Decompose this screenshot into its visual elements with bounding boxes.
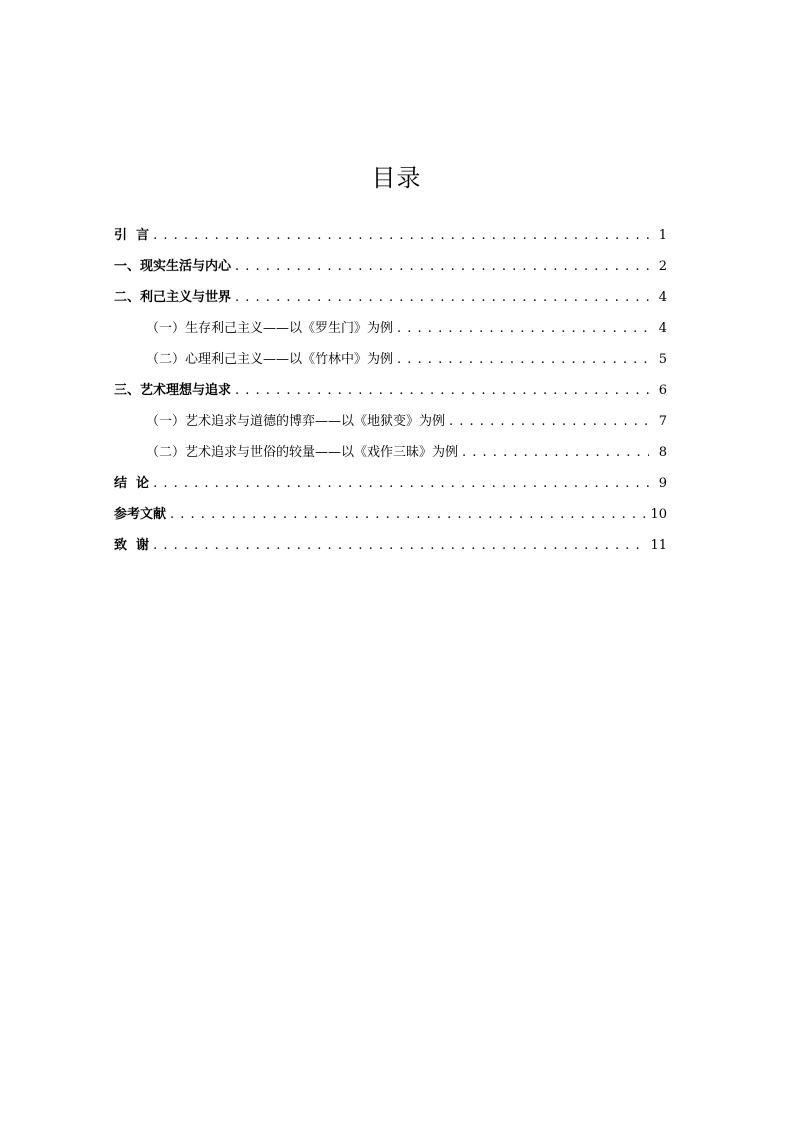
toc-entry-label: 二、利己主义与世界 <box>114 290 232 305</box>
toc-page-number: 6 <box>658 383 667 398</box>
dot-leader <box>153 535 646 557</box>
dot-leader <box>153 225 649 247</box>
toc-entry-label: 引 言 <box>114 228 150 243</box>
dot-leader <box>462 442 649 464</box>
toc-entry[interactable] <box>114 504 667 535</box>
dot-leader <box>235 287 649 309</box>
toc-page-number: 8 <box>658 445 667 460</box>
toc-entry-label: 三、艺术理想与追求 <box>114 383 232 398</box>
dot-leader <box>235 380 649 402</box>
toc-entry[interactable] <box>114 318 667 349</box>
toc-entry-label: （一）生存利己主义——以《罗生门》为例 <box>146 321 394 336</box>
table-of-contents <box>114 225 667 566</box>
toc-entry-label: （一）艺术追求与道德的博弈——以《地狱变》为例 <box>146 414 446 429</box>
toc-entry-label: 参考文献 <box>114 507 167 522</box>
dot-leader <box>170 504 646 526</box>
toc-entry-label: 一、现实生活与内心 <box>114 259 232 274</box>
dot-leader <box>397 349 649 371</box>
dot-leader <box>153 473 649 495</box>
toc-entry[interactable] <box>114 225 667 256</box>
toc-page-number: 7 <box>658 414 667 429</box>
toc-page-number: 1 <box>658 228 667 243</box>
toc-entry-label: 致 谢 <box>114 538 150 553</box>
toc-entry[interactable] <box>114 287 667 318</box>
toc-entry-label: 结 论 <box>114 476 150 491</box>
toc-entry[interactable] <box>114 442 667 473</box>
toc-title: 目录 <box>371 164 422 192</box>
toc-page-number: 11 <box>650 538 667 553</box>
toc-entry-label: （二）艺术追求与世俗的较量——以《戏作三昧》为例 <box>146 445 459 460</box>
toc-entry[interactable] <box>114 411 667 442</box>
toc-page-number: 4 <box>658 290 667 305</box>
toc-page-number: 5 <box>658 352 667 367</box>
toc-entry[interactable] <box>114 535 667 566</box>
dot-leader <box>235 256 649 278</box>
toc-entry[interactable] <box>114 349 667 380</box>
toc-entry[interactable] <box>114 473 667 504</box>
toc-entry[interactable] <box>114 380 667 411</box>
toc-entry[interactable] <box>114 256 667 287</box>
toc-page-number: 10 <box>650 507 667 522</box>
toc-entry-label: （二）心理利己主义——以《竹林中》为例 <box>146 352 394 367</box>
toc-page-number: 4 <box>658 321 667 336</box>
toc-page-number: 9 <box>658 476 667 491</box>
dot-leader <box>397 318 649 340</box>
toc-page-number: 2 <box>658 259 667 274</box>
dot-leader <box>449 411 649 433</box>
